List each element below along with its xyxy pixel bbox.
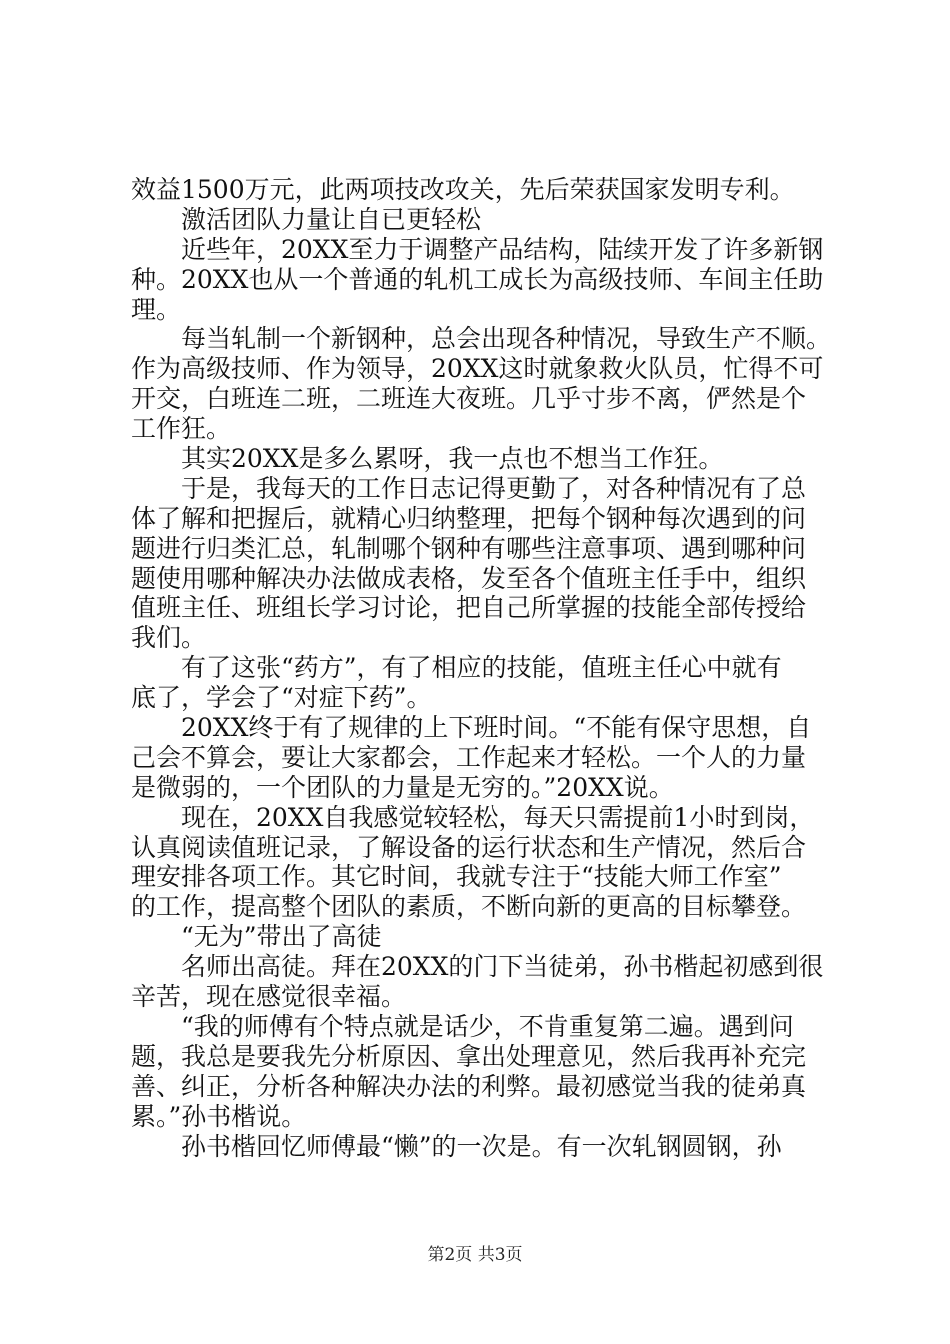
paragraph-first-line: 有了这张“药方”，有了相应的技能，值班主任心中就有: [181, 653, 782, 683]
paragraph-line: 我们。: [131, 623, 207, 653]
paragraph-line: 题进行归类汇总，轧制哪个钢种有哪些注意事项、遇到哪种问: [131, 533, 807, 563]
paragraph-line: 值班主任、班组长学习讨论，把自己所掌握的技能全部传授给: [131, 593, 807, 623]
paragraph-first-line: 每当轧制一个新钢种，总会出现各种情况，导致生产不顺。: [181, 324, 832, 354]
paragraph-first-line: “无为”带出了高徒: [181, 922, 382, 952]
paragraph-first-line: 激活团队力量让自已更轻松: [181, 204, 482, 234]
paragraph-line: 底了，学会了“对症下药”。: [131, 683, 432, 713]
paragraph-line: 体了解和把握后，就精心归纳整理，把每个钢种每次遇到的问: [131, 503, 807, 533]
paragraph-line: 工作狂。: [131, 414, 232, 444]
paragraph-line: 开交，白班连二班，二班连大夜班。几乎寸步不离，俨然是个: [131, 384, 807, 414]
paragraph-line: 效益1500万元，此两项技改攻关，先后荣获国家发明专利。: [131, 175, 795, 204]
paragraph-line: 作为高级技师、作为领导，20XX这时就象救火队员，忙得不可: [131, 354, 824, 384]
paragraph-line: 的工作，提高整个团队的素质，不断向新的更高的目标攀登。: [131, 892, 807, 922]
paragraph-line: 题使用哪种解决办法做成表格，发至各个值班主任手中，组织: [131, 563, 807, 593]
paragraph-line: 己会不算会，要让大家都会，工作起来才轻松。一个人的力量: [131, 742, 807, 772]
paragraph-line: 善、纠正，分析各种解决办法的利弊。最初感觉当我的徒弟真: [131, 1071, 807, 1101]
paragraph-line: 题，我总是要我先分析原因、拿出处理意见，然后我再补充完: [131, 1041, 807, 1071]
paragraph-line: 是微弱的，一个团队的力量是无穷的。”20XX说。: [131, 772, 674, 802]
document-body: [131, 175, 833, 1161]
paragraph-line: 辛苦，现在感觉很幸福。: [131, 982, 407, 1012]
paragraph-line: 认真阅读值班记录，了解设备的运行状态和生产情况，然后合: [131, 832, 807, 862]
paragraph-first-line: 其实20XX是多么累呀，我一点也不想当工作狂。: [181, 444, 724, 474]
paragraph-first-line: 近些年，20XX至力于调整产品结构，陆续开发了许多新钢: [181, 234, 824, 264]
paragraph-first-line: 20XX终于有了规律的上下班时间。“不能有保守思想，自: [181, 713, 812, 743]
paragraph-first-line: 名师出高徒。拜在20XX的门下当徒弟，孙书楷起初感到很: [181, 952, 824, 982]
paragraph-first-line: 孙书楷回忆师傅最“懒”的一次是。有一次轧钢圆钢，孙: [181, 1131, 782, 1161]
paragraph-line: 累。”孙书楷说。: [131, 1101, 307, 1131]
paragraph-first-line: “我的师傅有个特点就是话少，不肯重复第二遍。遇到问: [181, 1011, 794, 1041]
paragraph-line: 理。: [131, 294, 182, 324]
paragraph-first-line: 于是，我每天的工作日志记得更勤了，对各种情况有了总: [181, 473, 807, 503]
paragraph-line: 理安排各项工作。其它时间，我就专注于“技能大师工作室”: [131, 862, 782, 892]
paragraph-first-line: 现在，20XX自我感觉较轻松，每天只需提前1小时到岗，: [181, 802, 815, 832]
page-footer: 第2页 共3页: [427, 1245, 523, 1265]
paragraph-line: 种。20XX也从一个普通的轧机工成长为高级技师、车间主任助: [131, 264, 824, 294]
